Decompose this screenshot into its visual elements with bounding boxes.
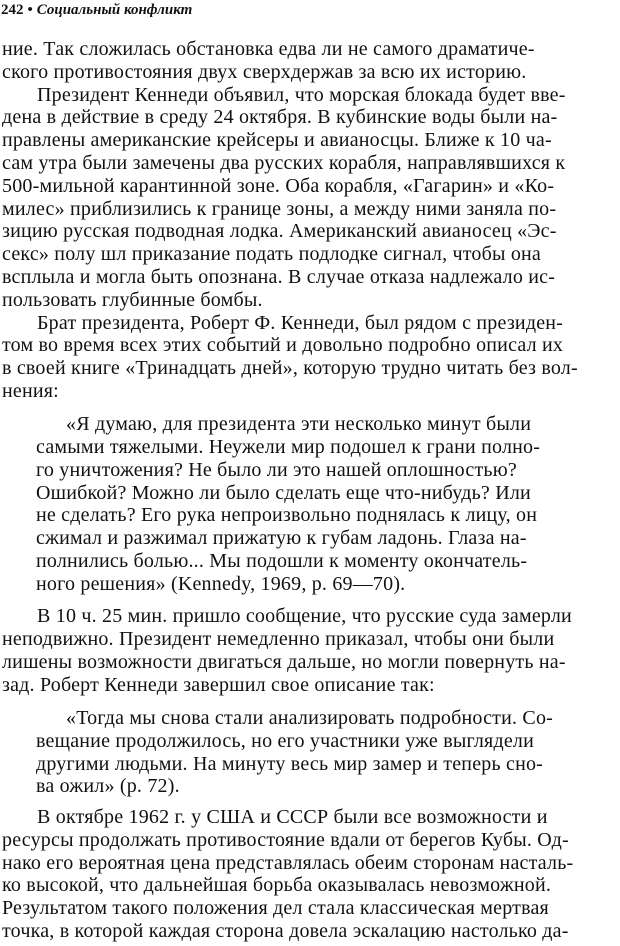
quote-line: не сделать? Его рука непроизвольно поднялась к лицу, он	[36, 504, 538, 527]
quote-line: «Я думаю, для президента эти несколько минут были	[66, 413, 532, 436]
quote-line: Ошибкой? Можно ли было сделать еще что-нибудь? Или	[36, 481, 531, 504]
quote-line: ва ожил» (р. 72).	[36, 775, 180, 798]
page-number: 242	[1, 2, 24, 18]
text-line: ко высокой, что дальнейшая борьба оказывалась невозможной.	[2, 874, 552, 897]
quote-line: ного решения» (Kennedy, 1969, p. 69—70).	[36, 572, 406, 595]
text-line: лишены возможности двигаться дальше, но могли повернуть на-	[2, 650, 566, 673]
text-line: В октябре 1962 г. у США и СССР были все возможности и	[37, 806, 548, 828]
text-line: Брат президента, Роберт Ф. Кеннеди, был рядом с президен-	[37, 311, 564, 334]
text-line: пользовать глубинные бомбы.	[2, 288, 263, 311]
text-line: правлены американские крейсеры и авианосцы. Ближе к 10 ча-	[2, 129, 552, 152]
text-line: сам утра были замечены два русских корабля, направлявшихся к	[2, 152, 566, 174]
text-line: нения:	[2, 379, 59, 402]
text-line: неподвижно. Президент немедленно приказал, чтобы они были	[2, 628, 555, 650]
header-separator: •	[27, 2, 33, 18]
text-line: секс» полу шл приказание подать подлодке сигнал, чтобы она	[2, 243, 542, 266]
text-line: зицию русская подводная лодка. Американский авианосец «Эс-	[2, 220, 557, 243]
quote-line: вещание продолжилось, но его участники уже выглядели	[36, 729, 534, 752]
text-line: 500-мильной карантинной зоне. Оба корабля, «Гагарин» и «Ко-	[2, 174, 555, 197]
quote-line: полнились болью... Мы подошли к моменту окончатель-	[36, 550, 528, 572]
text-line: ние. Так сложилась обстановка едва ли не самого драматиче-	[2, 38, 535, 60]
running-title: Социальный конфликт	[36, 2, 193, 18]
quote-line: «Тогда мы снова стали анализировать подробности. Со-	[66, 707, 554, 729]
quote-line: сжимал и разжимал прижатую к губам ладонь. Глаза на-	[36, 527, 527, 550]
text-line: зад. Роберт Кеннеди завершил свое описание так:	[2, 673, 435, 696]
text-line: Результатом такого положения дел стала классическая мертвая	[2, 897, 549, 920]
text-line: милес» приблизились к границе зоны, а между ними заняла по-	[2, 197, 557, 220]
text-line: дена в действие в среду 24 октября. В кубинские воды были на-	[2, 106, 558, 129]
text-line: точка, в которой каждая сторона довела эскалацию настолько да-	[2, 920, 569, 942]
text-line: ского противостояния двух сверхдержав за всю их историю.	[2, 60, 527, 83]
text-line: в своей книге «Тринадцать дней», которую трудно читать без вол-	[2, 357, 578, 380]
quote-line: го уничтожения? Не было ли это нашей оплошностью?	[36, 458, 517, 481]
text-line: том во время всех этих событий и довольно подробно описал их	[2, 334, 564, 357]
quote-line: самыми тяжелыми. Неужели мир подошел к грани полно-	[36, 436, 541, 458]
quote-line: другими людьми. На минуту весь мир замер и теперь сно-	[36, 752, 544, 775]
text-line: Президент Кеннеди объявил, что морская блокада будет вве-	[37, 83, 566, 106]
text-line: В 10 ч. 25 мин. пришло сообщение, что русские суда замерли	[37, 605, 572, 628]
text-line: нако его вероятная цена представлялась обеим сторонам насталь-	[2, 851, 574, 874]
text-line: всплыла и могла быть опознана. В случае отказа надлежало ис-	[2, 266, 556, 288]
text-line: ресурсы продолжать противостояние вдали от берегов Кубы. Од-	[2, 828, 569, 851]
running-header	[1, 0, 192, 20]
